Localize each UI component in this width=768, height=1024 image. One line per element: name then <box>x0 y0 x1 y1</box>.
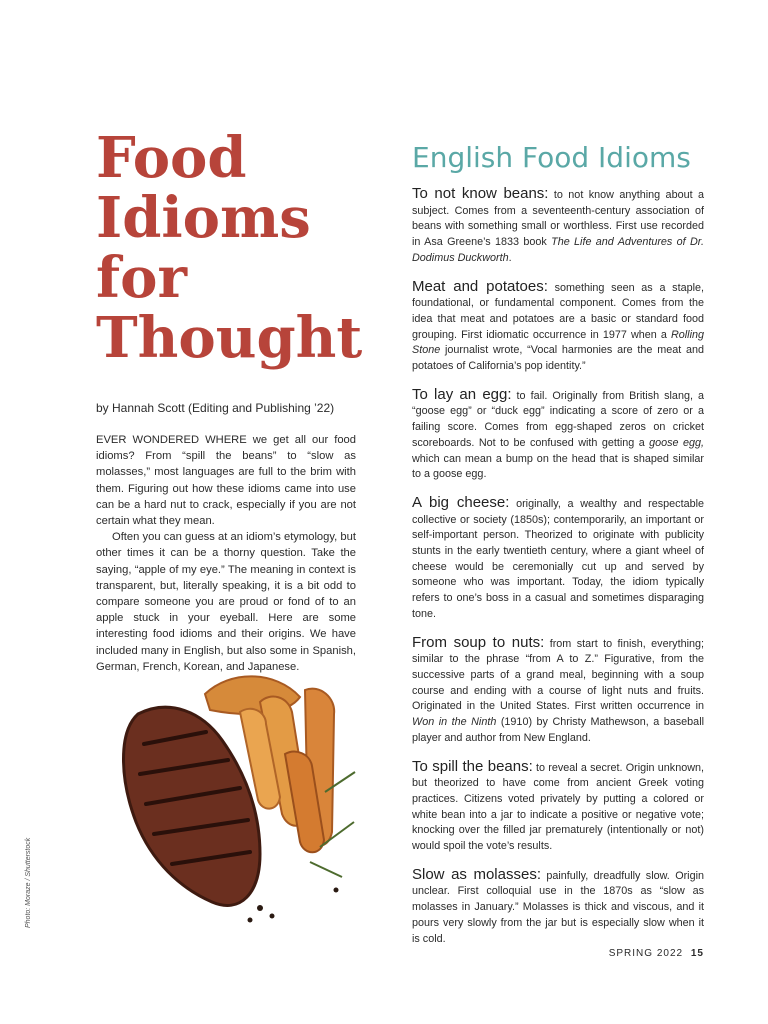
idiom-term: From soup to nuts: <box>412 633 545 651</box>
steak-potatoes-illustration <box>110 662 360 928</box>
idiom-definition: to not know anything about a subject. Comes from a seventeenth-century association of beans with something small or worthless. First use recorded in Asa Greene’s 1833 book <box>412 189 704 249</box>
idioms-column <box>412 140 704 959</box>
idiom-definition: from start to finish, everything; similar to the phrase “from A to Z.” Figurative, from the successive parts of a grand meal, beginning with a soup course and ending with a course of light nuts and fruits. Originated in the United States. First written occurrence in <box>412 637 704 713</box>
idiom-term: Meat and potatoes: <box>412 277 548 295</box>
idiom-term: A big cheese: <box>412 493 510 511</box>
intro-paragraph: Often you can guess at an idiom’s etymology, but other times it can be a thorny question. Take the saying, “apple of my eye.” The meaning in context is transparent, but, literally speaking, it is a bit odd to compare someone you are proud or fond of to an apple stuck in your eyeball. Here are some interesting food idioms and their origins. We have included many in English, but also some in Spanish, German, French, Korean, and Japanese. <box>96 531 356 673</box>
idiom-italic: Rolling Stone <box>412 328 704 357</box>
idiom-entry <box>412 186 704 267</box>
article-title <box>96 125 363 371</box>
idiom-entry <box>412 867 704 948</box>
idiom-italic: goose egg, <box>649 436 705 449</box>
intro-text <box>96 432 356 675</box>
idiom-entry <box>412 635 704 747</box>
idiom-definition: to reveal a secret. Origin unknown, but theorized to have come from ancient Greek voting practices. Citizens voted privately by putting a colored or white bean into a jar to indicate a positive or negative vote; knocking over the filled jar prematurely (intentionally or not) would spoil the vote’s results. <box>412 761 705 853</box>
title-line: Idioms <box>96 185 311 251</box>
idiom-definition: (1910) by Christy Mathewson, a baseball player and author from New England. <box>412 716 704 744</box>
title-line: Food <box>96 125 247 191</box>
issue-season: SPRING 2022 <box>608 948 684 959</box>
idiom-definition: painfully, dreadfully slow. Origin unclear. First colloquial use in the 1870s as “slow as molasses in January.” Molasses is thick and viscous, and it pours very slowly from the jar but is especially slow when it is cold. <box>412 869 704 945</box>
byline: by Hannah Scott (Editing and Publishing ’22) <box>96 401 335 415</box>
title-line: for <box>96 245 187 311</box>
idiom-term: To not know beans: <box>412 185 549 202</box>
idiom-term: Slow as molasses: <box>412 865 541 883</box>
page-number: 15 <box>690 948 704 959</box>
idiom-definition: which can mean a bump on the head that is shaped similar to a goose egg. <box>412 452 704 481</box>
idiom-definition: originally, a wealthy and respectable collective or society (1850s); contemporarily, an important or self-important person. Theorized to originate with publicity stunts in the early twentieth century, where a giant wheel of cheese would be ceremonially cut up and served by someone who was important. Today, the idiom typically refers to one’s boss in a casual and sometimes disparaging tone. <box>412 497 704 620</box>
idiom-entry <box>412 759 704 855</box>
idiom-italic: Won in the Ninth <box>412 716 497 729</box>
peppercorns <box>248 888 339 923</box>
idiom-term: To spill the beans: <box>412 757 533 775</box>
idiom-definition: journalist wrote, “Vocal harmonies are the meat and potatoes of California’s pop identity.” <box>412 344 704 373</box>
steak <box>124 707 261 905</box>
title-line: Thought <box>96 305 363 371</box>
idiom-definition: something seen as a staple, foundational, or fundamental component. Comes from the idea that meat and potatoes are a basic or standard food grouping. First idiomatic occurrence in 1977 when a <box>412 281 704 341</box>
idiom-italic: The Life and Adventures of Dr. Dodimus Duckworth <box>412 236 704 264</box>
idiom-entry <box>412 387 704 483</box>
photo-credit: Photo: Moraze / Shutterstock <box>25 837 32 928</box>
intro-paragraph: EVER WONDERED WHERE we get all our food idioms? From “spill the beans” to “slow as molasses,” most languages are full to the brim with them. Figuring out how these idioms came into use can be a hard nut to crack, especially if you are not certain what they mean. <box>96 434 356 528</box>
idiom-definition: to fail. Originally from British slang, a “goose egg” or “duck egg” indicating a score of zero or a failing score. Comes from egg-shaped zeros on cricket scoreboards. Not to be confused with getting a <box>412 389 704 449</box>
page-footer <box>609 948 704 959</box>
idiom-term: To lay an egg: <box>412 385 512 403</box>
idiom-entry <box>412 495 704 623</box>
idiom-definition: . <box>508 251 512 264</box>
section-title: English Food Idioms <box>412 141 691 174</box>
idiom-entry <box>412 279 704 375</box>
